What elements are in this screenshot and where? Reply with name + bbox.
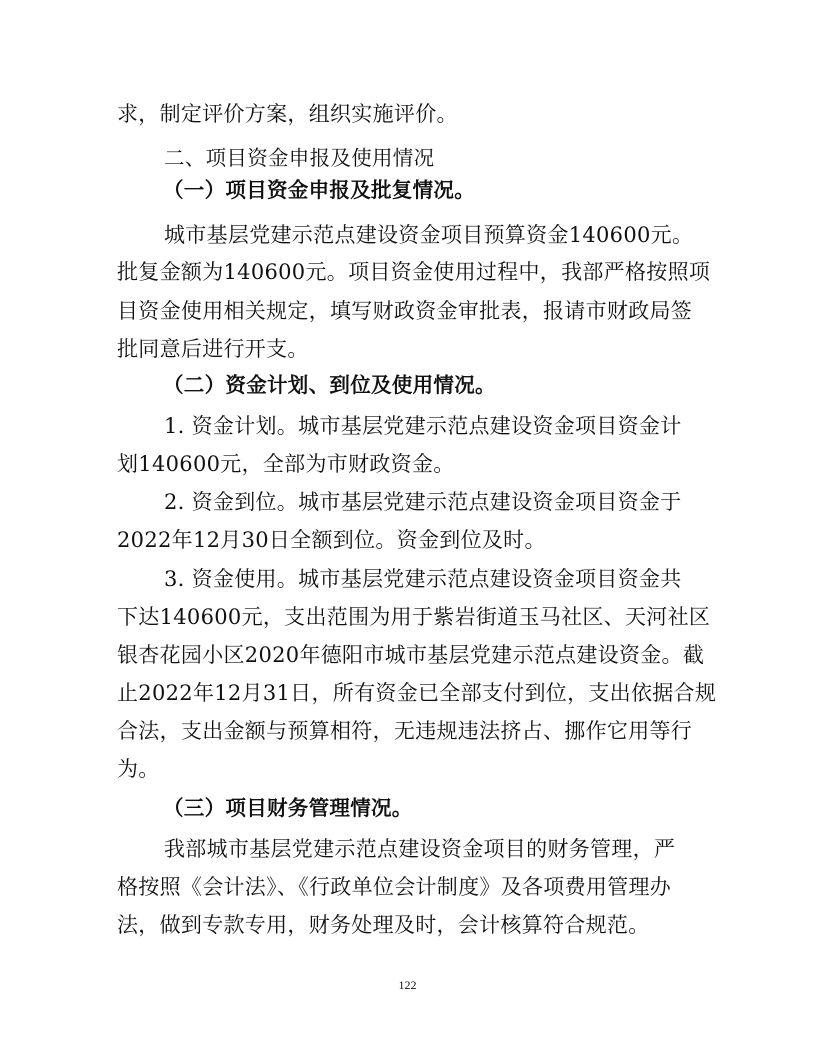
body-line: 止2022年12月31日，所有资金已全部支付到位，支出依据合规 <box>117 681 717 705</box>
body-line: 下达140600元，支出范围为用于紫岩街道玉马社区、天河社区 <box>117 605 711 629</box>
body-line: 1. 资金计划。城市基层党建示范点建设资金项目资金计 <box>164 414 682 438</box>
body-line: 求，制定评价方案，组织实施评价。 <box>117 102 458 126</box>
page-number: 122 <box>398 978 417 992</box>
body-line: 合法，支出金额与预算相符，无违规违法挤占、挪作它用等行 <box>117 719 693 743</box>
body-line: 城市基层党建示范点建设资金项目预算资金140600元。 <box>164 223 694 247</box>
subsection-heading: （二）资金计划、到位及使用情况。 <box>163 373 496 397</box>
body-line: 2. 资金到位。城市基层党建示范点建设资金项目资金于 <box>164 490 682 514</box>
body-line: 划140600元，全部为市财政资金。 <box>117 452 455 476</box>
body-line: 批复金额为140600元。项目资金使用过程中，我部严格按照项 <box>117 260 711 284</box>
body-line: 格按照《会计法》、《行政单位会计制度》及各项费用管理办 <box>117 875 672 899</box>
body-line: 法，做到专款专用，财务处理及时，会计核算符合规范。 <box>117 913 650 937</box>
body-line: 我部城市基层党建示范点建设资金项目的财务管理，严 <box>164 837 676 861</box>
body-line: 3. 资金使用。城市基层党建示范点建设资金项目资金共 <box>164 567 682 591</box>
body-line: 2022年12月30日全额到位。资金到位及时。 <box>117 528 546 552</box>
body-line: 目资金使用相关规定，填写财政资金审批表，报请市财政局签 <box>117 299 693 323</box>
subsection-heading: （一）项目资金申报及批复情况。 <box>163 178 475 202</box>
section-heading: 二、项目资金申报及使用情况 <box>164 146 435 170</box>
body-line: 为。 <box>117 757 160 781</box>
body-line: 银杏花园小区2020年德阳市城市基层党建示范点建设资金。截 <box>117 643 705 667</box>
subsection-heading: （三）项目财务管理情况。 <box>163 796 413 820</box>
body-line: 批同意后进行开支。 <box>117 337 309 361</box>
